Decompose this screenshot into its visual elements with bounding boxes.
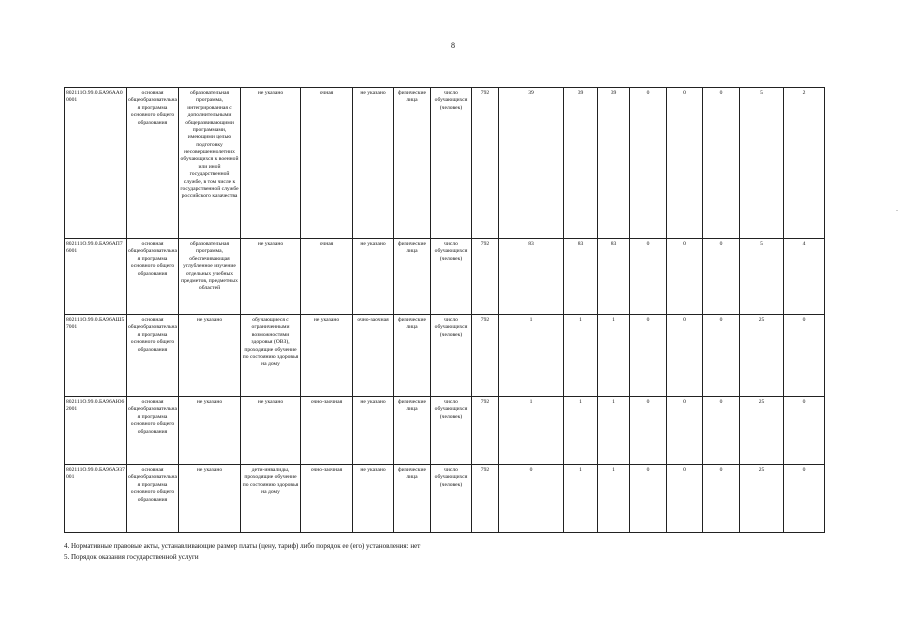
okei-cell: 792 xyxy=(472,465,499,533)
value-cell: 0 xyxy=(630,239,667,315)
person-cell: физические лица xyxy=(394,397,431,465)
value-cell: 1 xyxy=(499,397,564,465)
value-cell: 0 xyxy=(703,315,740,397)
value-cell: 1 xyxy=(598,397,630,465)
registry-code: 802111О.99.0.БА96АЭ37001 xyxy=(65,465,127,533)
condition-cell: не указано xyxy=(353,88,394,239)
form-cell: очная xyxy=(301,88,353,239)
value-cell: 0 xyxy=(703,88,740,239)
deviation-percent-cell: 25 xyxy=(740,465,784,533)
value-cell: 0 xyxy=(667,315,703,397)
registry-code: 802111О.99.0.БА96АП76001 xyxy=(65,239,127,315)
deviation-percent-cell: 25 xyxy=(740,397,784,465)
deviation-percent-cell: 5 xyxy=(740,88,784,239)
condition-cell: не указано xyxy=(353,397,394,465)
value-cell: 0 xyxy=(630,465,667,533)
category-cell: не указано xyxy=(241,239,301,315)
unit-cell: число обучающихся (человек) xyxy=(431,239,472,315)
deviation-absolute-cell: 0 xyxy=(784,465,825,533)
person-cell: физические лица xyxy=(394,239,431,315)
table-row xyxy=(65,397,825,465)
category-cell: не указано xyxy=(241,88,301,239)
condition-cell: не указано xyxy=(353,239,394,315)
condition-cell: очно-заочная xyxy=(353,315,394,397)
okei-cell: 792 xyxy=(472,88,499,239)
okei-cell: 792 xyxy=(472,397,499,465)
category-cell: не указано xyxy=(241,397,301,465)
unit-cell: число обучающихся (человек) xyxy=(431,397,472,465)
deviation-absolute-cell: 0 xyxy=(784,315,825,397)
value-cell: 0 xyxy=(703,465,740,533)
person-cell: физические лица xyxy=(394,315,431,397)
form-cell: очно-заочная xyxy=(301,465,353,533)
value-cell: 0 xyxy=(630,397,667,465)
value-cell: 39 xyxy=(598,88,630,239)
content-cell: не указано xyxy=(179,397,241,465)
person-cell: физические лица xyxy=(394,88,431,239)
value-cell: 0 xyxy=(703,397,740,465)
program-cell: основная общеобразовательная программа основного общего образования xyxy=(127,397,179,465)
value-cell: 0 xyxy=(630,88,667,239)
value-cell: 0 xyxy=(667,88,703,239)
value-cell: 0 xyxy=(667,465,703,533)
okei-cell: 792 xyxy=(472,239,499,315)
category-cell: дети-инвалиды, проходящие обучение по состоянию здоровья на дому xyxy=(241,465,301,533)
footnote-normative-acts: 4. Нормативные правовые акты, устанавливающие размер платы (цену, тариф) либо порядок ее (его) установления: нет xyxy=(64,542,421,550)
okei-cell: 792 xyxy=(472,315,499,397)
deviation-percent-cell: 5 xyxy=(740,239,784,315)
deviation-absolute-cell: 4 xyxy=(784,239,825,315)
table-row xyxy=(65,465,825,533)
value-cell: 1 xyxy=(499,315,564,397)
table-row xyxy=(65,315,825,397)
footnote-service-procedure: 5. Порядок оказания государственной услуги xyxy=(64,553,199,561)
value-cell: 1 xyxy=(598,465,630,533)
content-cell: не указано xyxy=(179,465,241,533)
registry-code: 802111О.99.0.БА96АШ57001 xyxy=(65,315,127,397)
unit-cell: число обучающихся (человек) xyxy=(431,465,472,533)
unit-cell: число обучающихся (человек) xyxy=(431,315,472,397)
content-cell: образовательная программа, обеспечивающая углубленное изучение отдельных учебных предметов, предметных областей xyxy=(179,239,241,315)
value-cell: 0 xyxy=(703,239,740,315)
deviation-absolute-cell: 0 xyxy=(784,397,825,465)
program-cell: основная общеобразовательная программа основного общего образования xyxy=(127,88,179,239)
value-cell: 1 xyxy=(564,465,598,533)
form-cell: очно-заочная xyxy=(301,397,353,465)
value-cell: 39 xyxy=(499,88,564,239)
unit-cell: число обучающихся (человек) xyxy=(431,88,472,239)
value-cell: 1 xyxy=(564,397,598,465)
value-cell: 0 xyxy=(667,397,703,465)
deviation-absolute-cell: 2 xyxy=(784,88,825,239)
table-row xyxy=(65,239,825,315)
value-cell: 0 xyxy=(667,239,703,315)
service-volume-table xyxy=(64,87,825,533)
deviation-percent-cell: 25 xyxy=(740,315,784,397)
value-cell: 1 xyxy=(564,315,598,397)
value-cell: 83 xyxy=(499,239,564,315)
value-cell: 0 xyxy=(499,465,564,533)
form-cell: очная xyxy=(301,239,353,315)
table-row xyxy=(65,88,825,239)
value-cell: 83 xyxy=(598,239,630,315)
content-cell: образовательная программа, интегрированная с дополнительными общеразвивающими программами, имеющими целью подготовку несовершеннолетних обучающихся к военной или иной государственной службе, в том числе к государственной службе российского казачества xyxy=(179,88,241,239)
category-cell: обучающиеся с ограниченными возможностями здоровья (ОВЗ), проходящие обучение по состоянию здоровья на дому xyxy=(241,315,301,397)
value-cell: 1 xyxy=(598,315,630,397)
person-cell: физические лица xyxy=(394,465,431,533)
form-cell: не указано xyxy=(301,315,353,397)
program-cell: основная общеобразовательная программа основного общего образования xyxy=(127,465,179,533)
content-cell: не указано xyxy=(179,315,241,397)
page-number: 8 xyxy=(451,41,455,50)
value-cell: 83 xyxy=(564,239,598,315)
value-cell: 39 xyxy=(564,88,598,239)
registry-code: 802111О.99.0.БА96АА00001 xyxy=(65,88,127,239)
program-cell: основная общеобразовательная программа основного общего образования xyxy=(127,315,179,397)
registry-code: 802111О.99.0.БА96АЮ62001 xyxy=(65,397,127,465)
program-cell: основная общеобразовательная программа основного общего образования xyxy=(127,239,179,315)
condition-cell: не указано xyxy=(353,465,394,533)
value-cell: 0 xyxy=(630,315,667,397)
margin-mark: - xyxy=(896,208,898,214)
